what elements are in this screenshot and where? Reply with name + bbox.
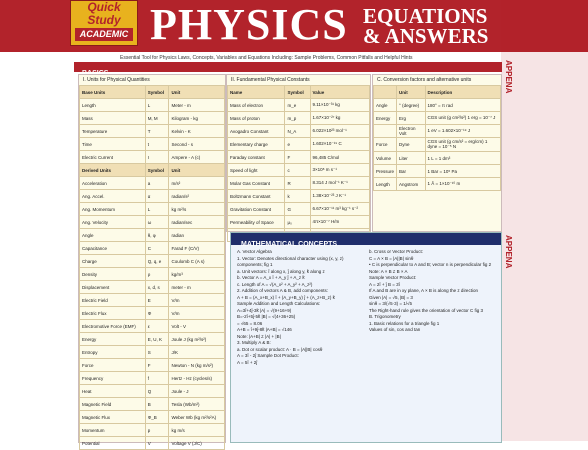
table-row: [80, 177, 225, 190]
col-header: Base Units: [80, 86, 146, 99]
math-line: b. Vector A = A_x î + A_y ĵ + A_z k̂: [237, 275, 305, 280]
constants-table: [227, 85, 370, 242]
table-cell: 1.67×10⁻²⁷ kg: [310, 112, 370, 125]
table-row: [374, 125, 501, 138]
table-cell: Acceleration: [80, 177, 146, 190]
table-cell: Q, q, e: [145, 255, 169, 268]
table-cell: m_p: [285, 112, 310, 125]
table-cell: p: [145, 424, 169, 437]
table-cell: Electric Current: [80, 151, 146, 164]
units-table: [79, 85, 225, 450]
table-cell: Charge: [80, 255, 146, 268]
table-cell: Volt - V: [169, 320, 225, 333]
table-cell: Elementary charge: [228, 138, 285, 151]
table-row: [374, 99, 501, 112]
table-row: [80, 372, 225, 385]
table-row: [80, 333, 225, 346]
table-row: [80, 320, 225, 333]
table-row: [80, 385, 225, 398]
table-cell: Displacement: [80, 281, 146, 294]
math-line: The Right-hand rule gives the orientation of vector C fig 3: [369, 307, 484, 313]
col-header: Symbol: [285, 86, 310, 99]
math-line: 1. Basic relations for a triangle fig 1: [369, 320, 440, 326]
table-cell: I: [145, 151, 169, 164]
math-line: c. Length of A = √(A_x² + A_y² + A_z²): [237, 281, 313, 287]
table-cell: Newton - N (kg m/s²): [169, 359, 225, 372]
table-row: [80, 190, 225, 203]
table-cell: Speed of light: [228, 164, 285, 177]
math-label: MATHEMATICAL CONCEPTS: [241, 241, 338, 248]
table-cell: 1.602×10⁻¹⁹ C: [310, 138, 370, 151]
conversions-table: [373, 85, 501, 191]
table-cell: Joule J (kg m²/s²): [169, 333, 225, 346]
table-row: [374, 152, 501, 165]
table-cell: Gravitation Constant: [228, 203, 285, 216]
table-cell: ° (degree): [397, 99, 425, 112]
math-line: A+B = î+9ĵ-8k̂ |A+B| = √146: [237, 327, 292, 332]
table-row: [374, 112, 501, 125]
page-subtitle: [363, 6, 488, 46]
table-cell: radian/sec: [169, 216, 225, 229]
math-line: A = 3î - 2ĵ Sample Dot Product:: [237, 353, 299, 358]
table-cell: Kilogram - kg: [169, 112, 225, 125]
table-row: [80, 411, 225, 424]
table-row: [374, 165, 501, 178]
table-cell: R: [285, 177, 310, 190]
table-cell: Energy: [374, 112, 397, 125]
table-row: [80, 281, 225, 294]
table-row: [80, 255, 225, 268]
table-cell: 6.022×10²³ mol⁻¹: [310, 125, 370, 138]
table-cell: G: [285, 203, 310, 216]
table-cell: Second - s: [169, 138, 225, 151]
table-cell: k: [285, 190, 310, 203]
table-cell: Tesla (Wb/m²): [169, 398, 225, 411]
table-row: [80, 112, 225, 125]
basics-section-bar: [74, 62, 502, 72]
table-cell: Ang. Momentum: [80, 203, 146, 216]
table-cell: S: [145, 346, 169, 359]
math-line: B=-2î+5ĵ-5k̂ |B| = √(4+36+25): [237, 314, 296, 319]
table-cell: Force: [374, 138, 397, 152]
table-cell: Joule - J: [169, 385, 225, 398]
table-row: [80, 229, 225, 242]
table-cell: Entropy: [80, 346, 146, 359]
table-cell: Farad F (C/V): [169, 242, 225, 255]
table-cell: C: [145, 242, 169, 255]
units-panel: [78, 74, 226, 446]
table-row: [228, 99, 370, 112]
table-cell: f: [145, 372, 169, 385]
constants-panel: [226, 74, 371, 232]
table-cell: θ, φ: [145, 229, 169, 242]
table-cell: 3×10⁸ m s⁻¹: [310, 164, 370, 177]
table-cell: CGS unit (g cm²/s²) 1 erg = 10⁻⁷ J: [425, 112, 501, 125]
table-cell: x, d, s: [145, 281, 169, 294]
units-title: I. Units for Physical Quantities: [83, 77, 150, 83]
table-cell: meter - m: [169, 281, 225, 294]
table-cell: ω: [145, 216, 169, 229]
conversions-panel: [372, 74, 502, 232]
table-cell: ε: [145, 320, 169, 333]
table-cell: Momentum: [80, 424, 146, 437]
table-cell: 180° = π rad: [425, 99, 501, 112]
table-cell: Magnetic Field: [80, 398, 146, 411]
col-header: Value: [310, 86, 370, 99]
table-cell: Hertz - Hz (cycles/s): [169, 372, 225, 385]
table-row: [80, 268, 225, 281]
table-cell: Q: [145, 385, 169, 398]
table-cell: Mass of proton: [228, 112, 285, 125]
col-header: [374, 86, 397, 99]
table-cell: E: [145, 294, 169, 307]
col-header: Symbol: [145, 164, 169, 177]
table-cell: Ang. Accel.: [80, 190, 146, 203]
table-cell: L: [145, 203, 169, 216]
math-line: 1. Vector: Denotes directional character using (x, y, z) components; fig 1: [237, 255, 344, 267]
table-row: [80, 307, 225, 320]
math-line: Note: |A+B| ≠ |A| + |B|: [237, 333, 281, 339]
table-row: [374, 138, 501, 152]
math-line: Given |A| = √5, |B| = 3: [369, 294, 413, 300]
table-cell: T: [145, 125, 169, 138]
table-cell: 8.314 J mol⁻¹ K⁻¹: [310, 177, 370, 190]
table-cell: L: [145, 99, 169, 112]
math-line: A + B = (A_x+B_x) î + (A_y+B_y) ĵ + (A_z+B_z) k̂: [237, 294, 335, 300]
table-cell: Φ_B: [145, 411, 169, 424]
math-line: Sample Vector Product:: [369, 275, 417, 280]
math-line: Values of sin, cos and tan: [369, 327, 421, 332]
table-cell: a: [145, 177, 169, 190]
table-row: [80, 398, 225, 411]
table-cell: Heat: [80, 385, 146, 398]
table-row: [80, 437, 225, 450]
table-row: [228, 203, 370, 216]
math-line: sinθ = 3/(√5·3) = 1/√5: [369, 301, 412, 306]
table-row: [228, 190, 370, 203]
table-cell: m/s²: [169, 177, 225, 190]
table-row: [228, 125, 370, 138]
table-cell: m_e: [285, 99, 310, 112]
math-line: Sample Addition and Length Calculations:: [237, 301, 321, 306]
math-line: A. Vector Algebra: [237, 249, 272, 254]
table-cell: F: [285, 151, 310, 164]
table-cell: c: [285, 164, 310, 177]
table-cell: Permeability of Space: [228, 216, 285, 229]
table-cell: t: [145, 138, 169, 151]
table-cell: Dyne: [397, 138, 425, 152]
table-cell: Length: [374, 178, 397, 191]
table-row: [228, 216, 370, 229]
table-cell: Ang. Velocity: [80, 216, 146, 229]
table-cell: Boltzmann Constant: [228, 190, 285, 203]
table-cell: Weber Wb (kg m²/s²A): [169, 411, 225, 424]
table-cell: Mass: [80, 112, 146, 125]
table-cell: kg m²/s: [169, 203, 225, 216]
table-cell: Volume: [374, 152, 397, 165]
table-row: [80, 424, 225, 437]
table-cell: CGS unit (g cm/s² = erg/cm) 1 dyne = 10⁻⁵ N: [425, 138, 501, 152]
side-label-bottom: APPENA: [504, 235, 513, 269]
col-header: Derived Units: [80, 164, 146, 177]
table-row: [228, 177, 370, 190]
math-line: A = 2î + ĵ B = 3î: [369, 281, 400, 287]
table-cell: 96,485 C/mol: [310, 151, 370, 164]
brand-line3: ACADEMIC: [75, 28, 133, 41]
table-cell: Angle: [374, 99, 397, 112]
table-cell: Potential: [80, 437, 146, 450]
table-cell: B: [145, 398, 169, 411]
math-line: C = A × B = |A||B| sinθ: [369, 255, 414, 261]
table-cell: μ₀: [285, 216, 310, 229]
table-cell: Angstrom: [397, 178, 425, 191]
math-line: a. Dot or scalar product: A · B = |A||B| cosθ: [237, 346, 323, 352]
table-cell: Electric Flux: [80, 307, 146, 320]
col-header: Symbol: [145, 86, 169, 99]
table-cell: F: [145, 359, 169, 372]
table-cell: 9.11×10⁻³¹ kg: [310, 99, 370, 112]
table-cell: Coulomb C (A s): [169, 255, 225, 268]
table-cell: Frequency: [80, 372, 146, 385]
math-line: a. Unit vectors: î along x, ĵ along y, k̂ along z: [237, 268, 325, 274]
col-header: Unit: [397, 86, 425, 99]
table-cell: Angle: [80, 229, 146, 242]
math-line: • C is perpendicular to A and B; vector n is perpendicular fig 2: [369, 262, 492, 267]
table-cell: 1 Å = 1×10⁻¹⁰ m: [425, 178, 501, 191]
tagline: Essential Tool for Physics Laws, Concepts, Variables and Equations Including: Sample Problems, Common Pitfalls and Helpful Hints: [120, 55, 413, 61]
quickstudy-logo: [70, 0, 138, 46]
table-row: [80, 99, 225, 112]
table-row: [374, 178, 501, 191]
table-cell: Faraday constant: [228, 151, 285, 164]
col-header: Unit: [169, 164, 225, 177]
table-row: [228, 151, 370, 164]
math-line: A=3î+4ĵ-3k̂ |A| = √(9+16+9): [237, 307, 292, 313]
math-left-column: [237, 249, 365, 366]
table-row: [228, 138, 370, 151]
table-cell: 1 L = 1 dm³: [425, 152, 501, 165]
table-cell: 1.38×10⁻²³ J K⁻¹: [310, 190, 370, 203]
table-cell: 6.67×10⁻¹¹ m³ kg⁻¹ s⁻²: [310, 203, 370, 216]
left-margin: [0, 60, 74, 441]
table-row: [80, 346, 225, 359]
table-cell: M, M: [145, 112, 169, 125]
math-line: 3. Multiply A & B:: [237, 340, 271, 345]
table-cell: Temperature: [80, 125, 146, 138]
table-row: [80, 242, 225, 255]
table-cell: Magnetic Flux: [80, 411, 146, 424]
table-row: [80, 125, 225, 138]
subtitle-line2: & ANSWERS: [363, 24, 489, 48]
side-label-top: APPENA: [504, 60, 513, 94]
table-row: [80, 151, 225, 164]
math-line: A = 5î + 2ĵ: [237, 359, 258, 365]
table-cell: Force: [80, 359, 146, 372]
col-header: Name: [228, 86, 285, 99]
table-cell: Bar: [397, 165, 425, 178]
table-cell: Electric Field: [80, 294, 146, 307]
math-right-column: [369, 249, 497, 334]
table-cell: V/m: [169, 307, 225, 320]
table-cell: 1 eV = 1.602×10⁻¹⁹ J: [425, 125, 501, 138]
table-cell: radian: [169, 229, 225, 242]
table-cell: e: [285, 138, 310, 151]
brand-line1: Quick: [87, 0, 121, 14]
table-cell: Liter: [397, 152, 425, 165]
table-cell: Electron Volt: [397, 125, 425, 138]
conversions-title: C. Conversion factors and alternative units: [377, 77, 472, 83]
table-row: [80, 294, 225, 307]
table-cell: Pressure: [374, 165, 397, 178]
table-cell: V/m: [169, 294, 225, 307]
table-cell: Mass of electron: [228, 99, 285, 112]
math-line: b. Cross or Vector Product:: [369, 249, 424, 254]
math-line: Note: A × B ≠ B × A: [369, 268, 408, 274]
math-line: 2. Addition of vectors A & B, add components:: [237, 288, 329, 293]
table-cell: Meter - m: [169, 99, 225, 112]
table-cell: E, U, K: [145, 333, 169, 346]
table-cell: Electromotive Force (EMF): [80, 320, 146, 333]
table-cell: Φ: [145, 307, 169, 320]
math-line: = √65 = 8.06: [237, 320, 263, 326]
math-concepts-panel: [230, 232, 502, 443]
table-cell: Density: [80, 268, 146, 281]
table-row: [80, 138, 225, 151]
table-row: [80, 203, 225, 216]
table-cell: Time: [80, 138, 146, 151]
table-row: [80, 359, 225, 372]
table-cell: Ampere - A (c): [169, 151, 225, 164]
table-cell: Molar Gas Constant: [228, 177, 285, 190]
table-cell: 1 Bar = 10⁵ Pa: [425, 165, 501, 178]
table-cell: Kelvin - K: [169, 125, 225, 138]
table-cell: V: [145, 437, 169, 450]
table-cell: Capacitance: [80, 242, 146, 255]
table-cell: ρ: [145, 268, 169, 281]
table-cell: Voltage V (J/C): [169, 437, 225, 450]
page-title: PHYSICS: [150, 0, 348, 49]
math-line: B. Trigonometry: [369, 314, 401, 319]
constants-title: II. Fundamental Physical Constants: [231, 77, 310, 83]
table-cell: α: [145, 190, 169, 203]
subtitle-line1: EQUATIONS: [363, 4, 488, 28]
right-sidebar: [501, 0, 588, 441]
brand-line2: Study: [87, 13, 121, 27]
table-row: [228, 164, 370, 177]
math-bar: [231, 233, 501, 248]
table-row: [80, 216, 225, 229]
col-header: Unit: [169, 86, 225, 99]
table-cell: kg/m³: [169, 268, 225, 281]
table-cell: Erg: [397, 112, 425, 125]
math-line: If A and B are in xy plane, A × B is along the z direction: [369, 288, 478, 293]
table-cell: J/K: [169, 346, 225, 359]
table-cell: N_A: [285, 125, 310, 138]
table-cell: kg m/s: [169, 424, 225, 437]
table-cell: Energy: [80, 333, 146, 346]
table-cell: Avogadro Constant: [228, 125, 285, 138]
table-cell: [374, 125, 397, 138]
table-cell: 4π×10⁻⁷ H/m: [310, 216, 370, 229]
col-header: Description: [425, 86, 501, 99]
table-cell: radian/s²: [169, 190, 225, 203]
table-row: [228, 112, 370, 125]
table-cell: Length: [80, 99, 146, 112]
